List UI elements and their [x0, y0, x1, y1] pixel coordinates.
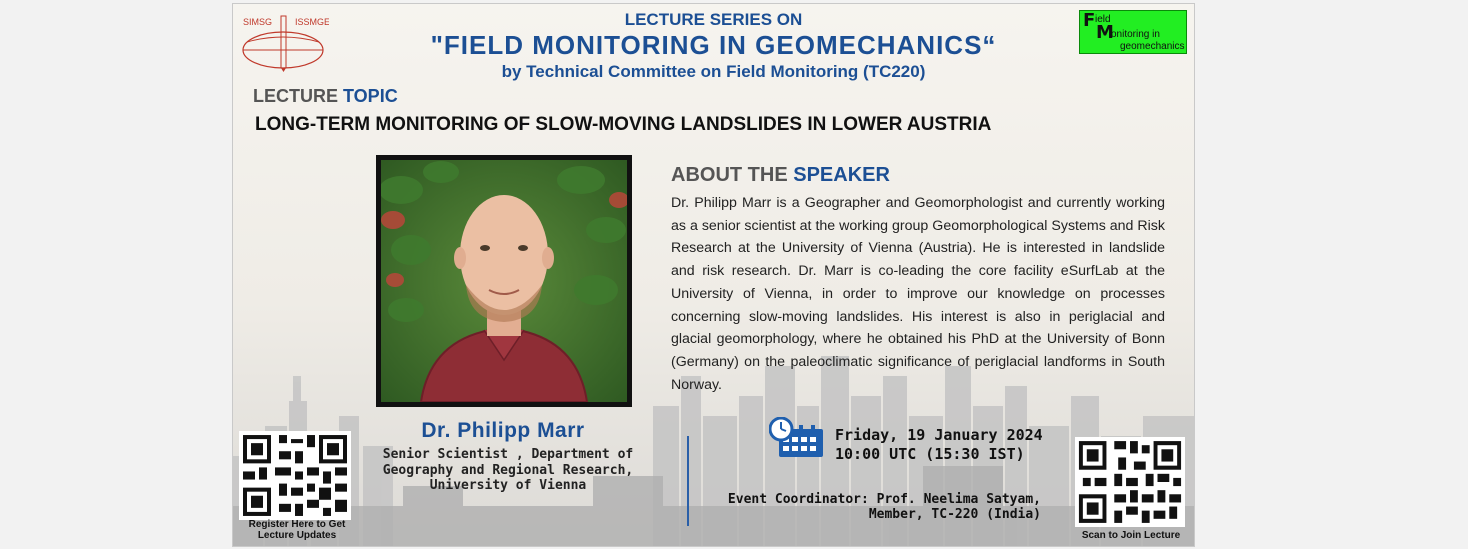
divider-line — [687, 436, 689, 526]
speaker-bio: Dr. Philipp Marr is a Geographer and Geomorphologist and currently working as a senior scientist at the working group Geomorphological Systems and Risk Research at the University of Vienna (Austria). He is interested in landslide and risk research. Dr. Marr is co-leading the core facility eSurfLab at the University of Vienna, in order to improve our knowledge on processes concerning slow-moving landslides. His interest is also in periglacial and glacial geomorphology, where he obtained his PhD at the University of Bonn (Germany) on the paleoclimatic significance of periglacial landforms in South Norway. — [671, 195, 1165, 393]
lecture-topic-heading-accent: TOPIC — [343, 86, 398, 106]
register-qr-code[interactable] — [239, 431, 351, 520]
logo-text-simsg: SIMSG — [243, 17, 273, 27]
calendar-clock-icon — [769, 417, 825, 459]
about-speaker-heading-label: ABOUT THE — [671, 164, 788, 186]
event-date: Friday, 19 January 2024 — [835, 426, 1043, 444]
join-qr-caption: Scan to Join Lecture — [1081, 530, 1181, 541]
about-speaker-heading — [671, 164, 890, 187]
series-title: "FIELD MONITORING IN GEOMECHANICS“ — [430, 30, 997, 60]
logo-text-ield: ield — [1095, 14, 1111, 25]
lecture-topic: LONG-TERM MONITORING OF SLOW-MOVING LANDSLIDES IN LOWER AUSTRIA — [255, 114, 992, 135]
qr-code-icon — [239, 431, 351, 520]
lecture-topic-heading-label: LECTURE — [253, 86, 338, 106]
qr-code-icon — [1075, 437, 1185, 527]
logo-letter-m: M — [1096, 22, 1114, 43]
lecture-series-label: LECTURE SERIES ON — [624, 10, 803, 29]
speaker-photo — [376, 155, 632, 407]
speaker-affiliation: Senior Scientist , Department of Geography and Regional Research, University of Vienna — [382, 447, 634, 493]
logo-text-geomechanics: geomechanics — [1120, 41, 1185, 52]
logo-text-issmge: ISSMGE — [295, 17, 329, 27]
speaker-name: Dr. Philipp Marr — [421, 419, 585, 442]
logo-text-onitoring: onitoring in — [1111, 29, 1160, 40]
event-time: 10:00 UTC (15:30 IST) — [835, 445, 1025, 463]
logo-letter-f: F — [1083, 10, 1096, 31]
lecture-poster — [232, 3, 1195, 547]
event-coordinator: Event Coordinator: Prof. Neelima Satyam, Member, TC-220 (India) — [727, 492, 1041, 522]
about-speaker-heading-accent: SPEAKER — [793, 164, 890, 186]
register-qr-caption: Register Here to Get Lecture Updates — [248, 519, 346, 541]
join-lecture-qr-code[interactable] — [1075, 437, 1185, 527]
series-subtitle: by Technical Committee on Field Monitoring (TC220) — [501, 62, 926, 81]
lecture-topic-heading — [253, 86, 398, 107]
